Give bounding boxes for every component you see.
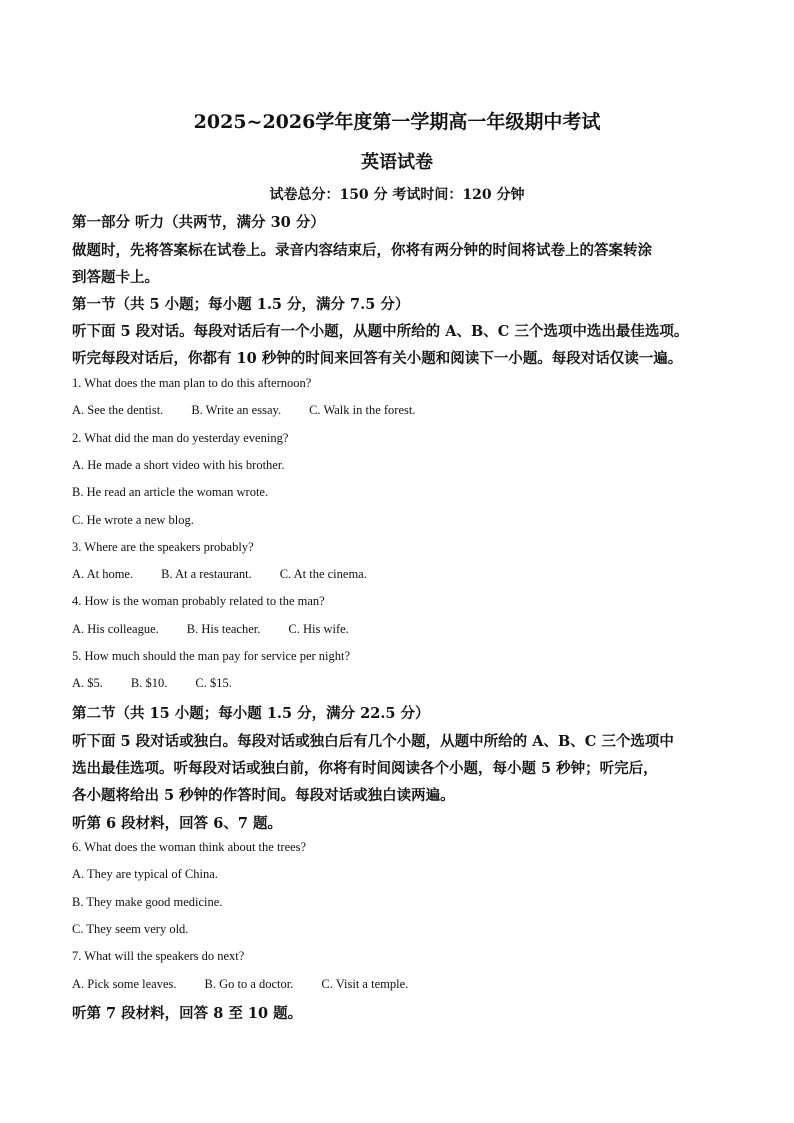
option-c: C. His wife. <box>288 622 349 636</box>
option-c: C. $15. <box>195 676 232 690</box>
option-c: C. Visit a temple. <box>321 977 409 991</box>
exam-info: 试卷总分：150 分 考试时间：120 分钟 <box>269 187 525 203</box>
exam-subtitle: 英语试卷 <box>361 152 433 173</box>
question-stem: 4. How is the woman probably related to the man? <box>72 594 325 608</box>
option-b: B. At a restaurant. <box>161 567 252 581</box>
section2-instruction-line: 听下面 5 段对话或独白。每段对话或独白后有几个小题，从题中所给的 A、B、C 三个选项中 <box>72 733 674 750</box>
section1-instruction-line: 听完每段对话后，你都有 10 秒钟的时间来回答有关小题和阅读下一小题。每段对话仅读一遍。 <box>72 350 683 367</box>
material-heading: 听第 7 段材料，回答 8 至 10 题。 <box>72 1005 303 1022</box>
option-c: C. Walk in the forest. <box>309 403 416 417</box>
part1-instruction-line: 到答题卡上。 <box>72 269 159 286</box>
option-b: B. They make good medicine. <box>72 895 223 909</box>
material-heading: 听第 6 段材料，回答 6、7 题。 <box>72 815 282 832</box>
exam-title: 2025~2026学年度第一学期高一年级期中考试 <box>193 111 601 133</box>
option-a: A. $5. <box>72 676 103 690</box>
question-stem: 6. What does the woman think about the trees? <box>72 840 307 854</box>
option-c: C. He wrote a new blog. <box>72 513 194 527</box>
option-b: B. He read an article the woman wrote. <box>72 485 269 499</box>
question-stem: 3. Where are the speakers probably? <box>72 540 254 554</box>
option-c: C. They seem very old. <box>72 922 189 936</box>
option-a: A. He made a short video with his brother. <box>72 458 285 472</box>
question-options <box>72 977 408 992</box>
section2-heading: 第二节（共 15 小题；每小题 1.5 分，满分 22.5 分） <box>72 705 430 722</box>
question-options <box>72 676 232 691</box>
part1-heading: 第一部分 听力（共两节，满分 30 分） <box>72 214 325 231</box>
option-c: C. At the cinema. <box>279 567 367 581</box>
section2-instruction-line: 选出最佳选项。听每段对话或独白前，你将有时间阅读各个小题，每小题 5 秒钟；听完后， <box>72 760 658 777</box>
section2-instruction-line: 各小题将给出 5 秒钟的作答时间。每段对话或独白读两遍。 <box>72 787 455 804</box>
question-options <box>72 622 349 637</box>
part1-instruction-line: 做题时，先将答案标在试卷上。录音内容结束后，你将有两分钟的时间将试卷上的答案转涂 <box>72 242 652 259</box>
question-stem: 7. What will the speakers do next? <box>72 949 245 963</box>
option-b: B. Write an essay. <box>191 403 282 417</box>
section1-instruction-line: 听下面 5 段对话。每段对话后有一个小题，从题中所给的 A、B、C 三个选项中选出最佳选项。 <box>72 323 689 340</box>
option-b: B. $10. <box>130 676 168 690</box>
option-b: B. Go to a doctor. <box>204 977 294 991</box>
question-stem: 1. What does the man plan to do this afternoon? <box>72 376 312 390</box>
section1-heading: 第一节（共 5 小题；每小题 1.5 分，满分 7.5 分） <box>72 296 410 313</box>
option-a: A. At home. <box>72 567 134 581</box>
question-stem: 5. How much should the man pay for service per night? <box>72 649 351 663</box>
question-options <box>72 567 367 582</box>
option-a: A. Pick some leaves. <box>72 977 177 991</box>
question-stem: 2. What did the man do yesterday evening? <box>72 431 289 445</box>
option-a: A. His colleague. <box>72 622 159 636</box>
question-options <box>72 403 415 418</box>
option-a: A. They are typical of China. <box>72 867 218 881</box>
option-a: A. See the dentist. <box>72 403 164 417</box>
option-b: B. His teacher. <box>186 622 261 636</box>
